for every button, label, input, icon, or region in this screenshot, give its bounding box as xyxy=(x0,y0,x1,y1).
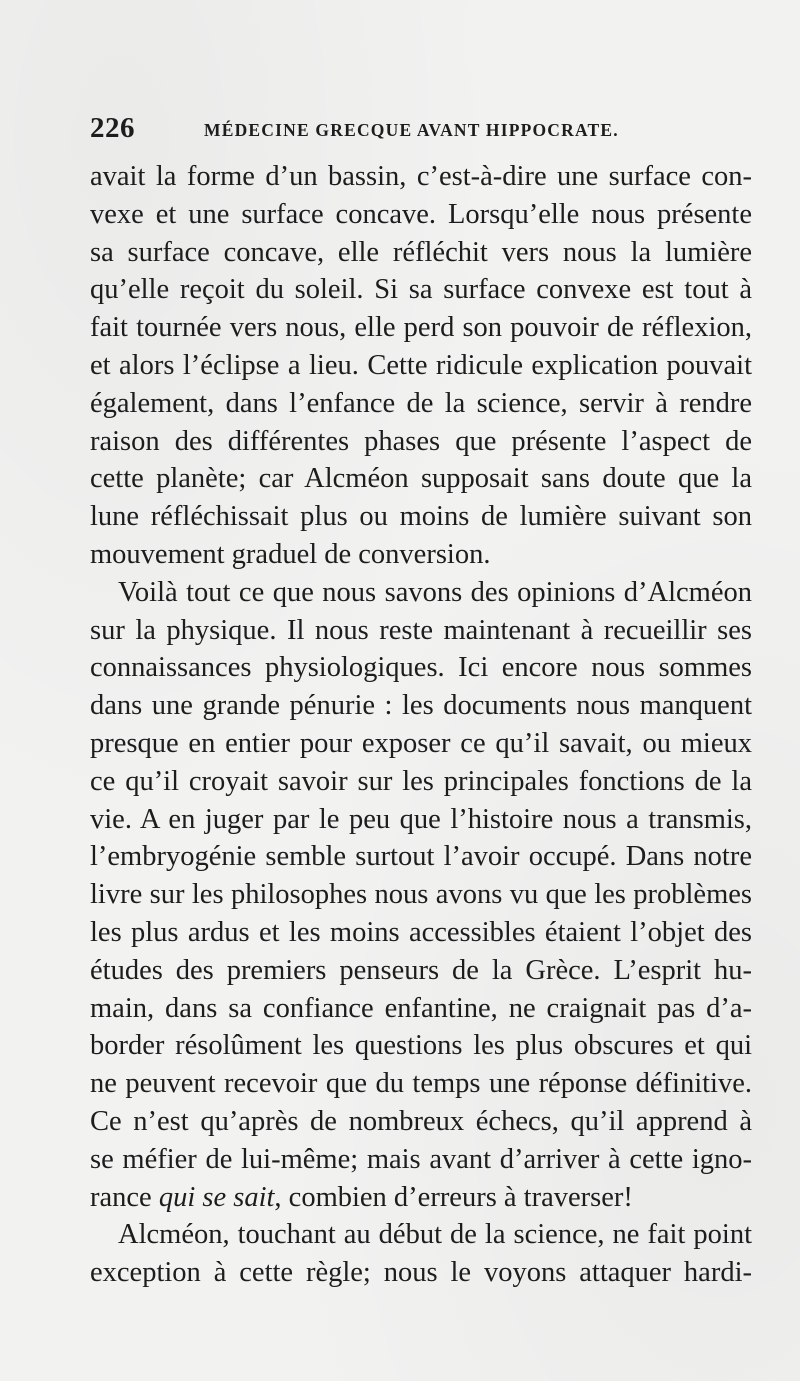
text-line: main, dans sa confiance enfantine, ne craignait pas d’a- xyxy=(90,992,752,1024)
text-line: les plus ardus et les moins accessibles étaient l’objet des xyxy=(90,916,752,948)
text-line: qu’elle reçoit du soleil. Si sa surface convexe est tout à xyxy=(90,274,752,306)
text-line: également, dans l’enfance de la science, servir à rendre xyxy=(90,387,752,419)
body-text xyxy=(90,158,752,1292)
text-line-with-italic xyxy=(90,1179,752,1217)
paragraph-start-line: Voilà tout ce que nous savons des opinions d’Alcméon xyxy=(118,576,752,608)
text-line: border résolûment les questions les plus obscures et qui xyxy=(90,1030,752,1062)
page-number: 226 xyxy=(90,112,135,144)
text-line: vexe et une surface concave. Lorsqu’elle nous présente xyxy=(90,198,752,230)
text-line: cette planète; car Alcméon supposait sans doute que la xyxy=(90,463,752,495)
text-line: dans une grande pénurie : les documents nous manquent xyxy=(90,690,752,722)
running-title: MÉDECINE GRECQUE AVANT HIPPOCRATE. xyxy=(204,120,619,140)
text-line: se méfier de lui-même; mais avant d’arriver à cette igno- xyxy=(90,1143,752,1175)
text-line: ne peuvent recevoir que du temps une réponse définitive. xyxy=(90,1068,752,1100)
italic-phrase: qui se sait xyxy=(158,1181,275,1213)
text-segment: rance xyxy=(90,1181,159,1213)
text-line: Ce n’est qu’après de nombreux échecs, qu’il apprend à xyxy=(90,1105,752,1137)
text-line: l’embryogénie semble surtout l’avoir occupé. Dans notre xyxy=(90,841,752,873)
text-line: sur la physique. Il nous reste maintenant à recueillir ses xyxy=(90,614,752,646)
text-line: avait la forme d’un bassin, c’est-à-dire une surface con- xyxy=(90,161,752,192)
text-segment: , combien d’erreurs à traverser! xyxy=(274,1181,633,1213)
text-line: sa surface concave, elle réfléchit vers nous la lumière xyxy=(90,236,752,268)
text-line: livre sur les philosophes nous avons vu que les problèmes xyxy=(90,879,752,911)
text-line: ce qu’il croyait savoir sur les principales fonctions de la xyxy=(90,765,752,797)
page-header xyxy=(90,112,750,152)
text-line: lune réfléchissait plus ou moins de lumière suivant son xyxy=(90,501,752,533)
text-line: fait tournée vers nous, elle perd son pouvoir de réflexion, xyxy=(90,312,752,344)
text-line: et alors l’éclipse a lieu. Cette ridicule explication pouvait xyxy=(90,349,752,381)
text-line: exception à cette règle; nous le voyons attaquer hardi- xyxy=(90,1257,752,1289)
text-line: mouvement graduel de conversion. xyxy=(90,538,491,570)
text-line: vie. A en juger par le peu que l’histoire nous a transmis, xyxy=(90,803,752,835)
text-line: études des premiers penseurs de la Grèce. L’esprit hu- xyxy=(90,954,752,986)
text-line: raison des différentes phases que présente l’aspect de xyxy=(90,425,752,457)
paragraph-start-line: Alcméon, touchant au début de la science, ne fait point xyxy=(118,1219,752,1251)
text-line: connaissances physiologiques. Ici encore nous sommes xyxy=(90,652,752,684)
text-line: presque en entier pour exposer ce qu’il savait, ou mieux xyxy=(90,727,752,759)
